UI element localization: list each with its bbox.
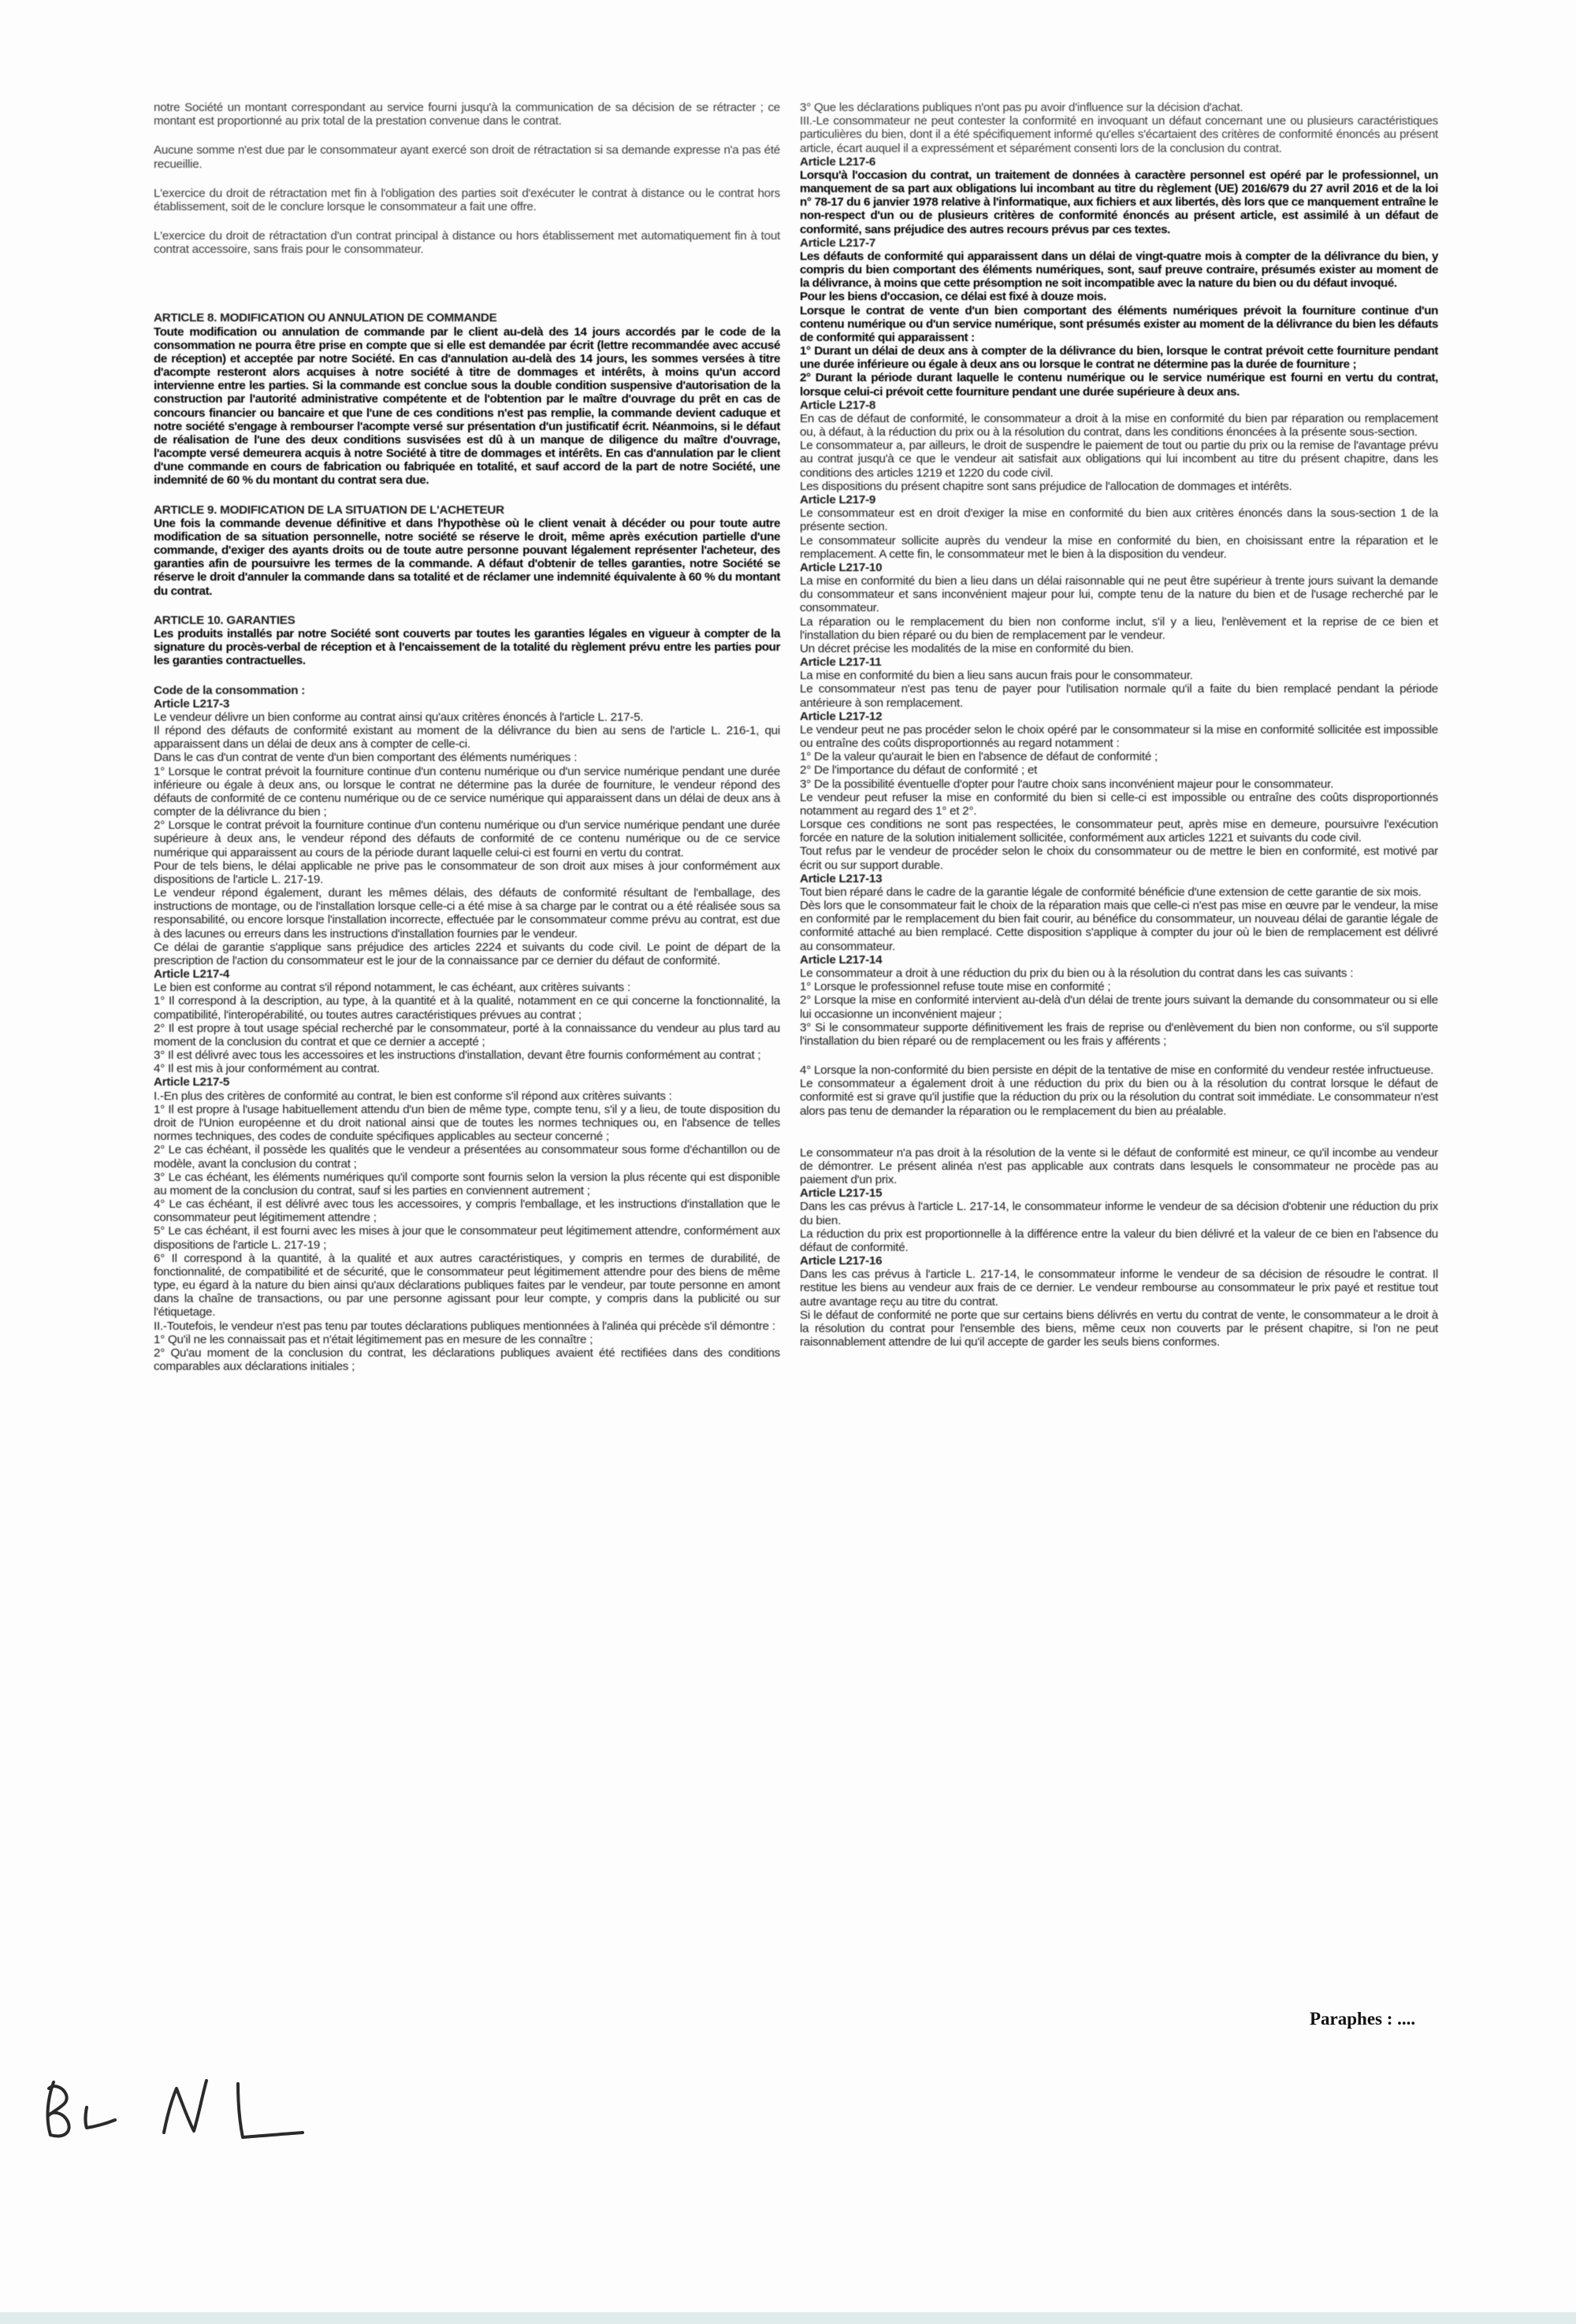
paragraph: 2° De l'importance du défaut de conformité ; et <box>800 763 1038 778</box>
paragraph: Le vendeur peut ne pas procéder selon le choix opéré par le consommateur si la mise en conformité sollicitée est impossible ou entraîne des coûts disproportionnés au regard notamment : <box>800 722 1438 751</box>
article-heading: Article L217-8 <box>800 398 876 412</box>
paragraph: 3° Il est délivré avec tous les accessoires et les instructions d'installation, devant être fournis conformément au contrat ; <box>154 1049 761 1063</box>
paragraph: 1° Lorsque le professionnel refuse toute mise en conformité ; <box>800 980 1111 994</box>
paragraph: 4° Le cas échéant, il est délivré avec tous les accessoires, y compris l'emballage, et les instructions d'installation que le consommateur peut légitimement attendre ; <box>154 1197 780 1225</box>
paragraph: Pour de tels biens, le délai applicable ne prive pas le consommateur de son droit aux mises à jour conformément aux dispositions de l'article L. 217-19. <box>154 859 780 886</box>
paragraph: La mise en conformité du bien a lieu sans aucun frais pour le consommateur. <box>800 669 1193 683</box>
paragraph: L'exercice du droit de rétractation d'un contrat principal à distance ou hors établissement met automatiquement fin à tout contrat accessoire, sans frais pour le consommateur. <box>154 229 780 257</box>
spacer <box>154 256 780 311</box>
paragraph: Le bien est conforme au contrat s'il répond notamment, le cas échéant, aux critères suivants : <box>154 981 630 995</box>
spacer <box>800 1118 1438 1146</box>
paragraph: 1° Il correspond à la description, au type, à la quantité et à la qualité, notamment en ce qui concerne la fonctionnalité, la compatibilité, l'interopérabilité, ou toutes autres caractéristiques prévues au contrat ; <box>154 994 780 1022</box>
paragraph: Lorsque le contrat de vente d'un bien comportant des éléments numériques prévoit la fourniture continue d'un contenu numérique ou d'un service numérique, sont présumés exister au moment de la délivrance du bien les défauts de conformité qui apparaissent : <box>800 303 1438 344</box>
paragraph: Lorsque ces conditions ne sont pas respectées, le consommateur peut, après mise en demeure, poursuivre l'exécution forcée en nature de la solution initialement sollicitée, conformément aux articles 1221 et suivants du code civil. <box>800 818 1438 845</box>
handwritten-initials <box>32 2060 315 2155</box>
paragraph: Le consommateur sollicite auprès du vendeur la mise en conformité du bien, en choisissant entre la réparation et le remplacement. A cette fin, le consommateur met le bien à la disposition du vendeur. <box>800 533 1438 561</box>
paragraph: 2° Le cas échéant, il possède les qualités que le vendeur a présentées au consommateur sous forme d'échantillon ou de modèle, avant la conclusion du contrat ; <box>154 1143 780 1171</box>
paragraph: Tout refus par le vendeur de procéder selon le choix du consommateur ou de mettre le bien en conformité, est motivé par écrit ou sur support durable. <box>800 845 1438 872</box>
paragraph: Lorsqu'à l'occasion du contrat, un traitement de données à caractère personnel est opéré par le professionnel, un manquement de sa part aux obligations lui incombant au titre du règlement (UE) 2016/679 du 27 avril 2016 et de la loi n° 78-17 du 6 janvier 1978 relative à l'informatique, aux fichiers et aux libertés, dès lors que ce manquement entraîne le non-respect d'un ou de plusieurs critères de conformité énoncés au présent article, est assimilé à un défaut de conformité, sans préjudice des autres recours prévus par ces textes. <box>800 168 1438 236</box>
article-heading: Article L217-4 <box>154 967 230 982</box>
paragraph: Tout bien réparé dans le cadre de la garantie légale de conformité bénéficie d'une extension de cette garantie de six mois. <box>800 885 1422 899</box>
paragraph: Une fois la commande devenue définitive et dans l'hypothèse où le client venait à décéder ou pour toute autre modification de sa situation personnelle, notre société se réserve le droit, même après exécution partielle d'une commande, d'exiger des ayants droits ou de toute autre personne pouvant légalement représenter l'acheteur, des garanties afin de poursuivre les termes de la commande. A défaut d'obtenir de telles garanties, notre Société se réserve le droit d'annuler la commande dans sa totalité et de réclamer une indemnité équivalente à 60 % du montant du contrat. <box>154 516 780 598</box>
paragraph: 2° Qu'au moment de la conclusion du contrat, les déclarations publiques avaient été rectifiées dans des conditions comparables aux déclarations initiales ; <box>154 1346 780 1374</box>
paragraph: 3° Si le consommateur supporte définitivement les frais de reprise ou d'enlèvement du bien non conforme, ou s'il supporte l'installation du bien réparé ou de remplacement ou les frais y afférents ; <box>800 1020 1438 1048</box>
paragraph: Les produits installés par notre Société sont couverts par toutes les garanties légales en vigueur à compter de la signature du procès-verbal de réception et à l'encaissement de la totalité du règlement prévu entre les parties pour les garanties contractuelles. <box>154 626 780 668</box>
article-heading: Article L217-11 <box>800 655 882 670</box>
paragraph: 1° Durant un délai de deux ans à compter de la délivrance du bien, lorsque le contrat prévoit cette fourniture pendant une durée inférieure ou égale à deux ans ou lorsque le contrat ne détermine pas la durée de fourniture ; <box>800 344 1438 372</box>
paragraph: 3° Le cas échéant, les éléments numériques qu'il comporte sont fournis selon la version la plus récente qui est disponible au moment de la conclusion du contrat, sauf si les parties en conviennent autrement ; <box>154 1170 780 1197</box>
spacer <box>154 488 780 503</box>
paragraph: La mise en conformité du bien a lieu dans un délai raisonnable qui ne peut être supérieur à trente jours suivant la demande du consommateur et sans inconvénient majeur pour lui, compte tenu de la nature du bien et de l'usage recherché par le consommateur. <box>800 574 1438 615</box>
article-heading: Article L217-9 <box>800 492 876 507</box>
right-column <box>800 101 1438 1349</box>
paragraph: Le consommateur a également droit à une réduction du prix du bien ou à la résolution du contrat lorsque le défaut de conformité est si grave qu'il justifie que la réduction du prix ou la résolution du contrat soit immédiate. Le consommateur n'est alors pas tenu de demander la réparation ou le remplacement du bien au préalable. <box>800 1077 1438 1118</box>
scan-edge <box>0 2312 1576 2324</box>
article-heading: Article L217-6 <box>800 154 876 169</box>
paragraph: 1° De la valeur qu'aurait le bien en l'absence de défaut de conformité ; <box>800 750 1158 764</box>
paragraph: Les dispositions du présent chapitre sont sans préjudice de l'allocation de dommages et intérêts. <box>800 479 1292 493</box>
paragraph: 6° Il correspond à la quantité, à la qualité et aux autres caractéristiques, y compris en termes de durabilité, de fonctionnalité, de compatibilité et de sécurité, que le consommateur peut légitimement attendre pour des biens de même type, eu égard à la nature du bien ainsi qu'aux déclarations publiques faites par le vendeur, par toute personne en amont dans la chaîne de transactions, ou par une personne agissant pour leur compte, y compris dans la publicité ou sur l'étiquetage. <box>154 1251 780 1320</box>
article-heading: Article L217-10 <box>800 560 883 574</box>
article-heading: Article L217-13 <box>800 871 883 885</box>
paraphes-label: Paraphes : .... <box>1310 2009 1416 2029</box>
paragraph: Le consommateur a, par ailleurs, le droit de suspendre le paiement de tout ou partie du prix ou la remise de l'avantage prévu au contrat jusqu'à ce que le vendeur ait satisfait aux obligations qui lui incombent au titre du présent chapitre, dans les conditions des articles 1219 et 1220 du code civil. <box>800 439 1438 480</box>
paragraph: L'exercice du droit de rétractation met fin à l'obligation des parties soit d'exécuter le contrat à distance ou le contrat hors établissement, soit de le conclure lorsque le consommateur a fait une offre. <box>154 186 780 213</box>
paragraph: Si le défaut de conformité ne porte que sur certains biens délivrés en vertu du contrat de vente, le consommateur a le droit à la résolution du contrat pour l'ensemble des biens, même ceux non couverts par le présent chapitre, si l'on ne peut raisonnablement attendre de lui qu'il accepte de garder les seuls biens conformes. <box>800 1308 1438 1349</box>
spacer <box>800 1048 1438 1064</box>
paragraph: 1° Qu'il ne les connaissait pas et n'était légitimement pas en mesure de les connaître ; <box>154 1332 593 1346</box>
paragraph: La réparation ou le remplacement du bien non conforme inclut, s'il y a lieu, l'enlèvement et la reprise de ce bien et l'installation du bien réparé ou du bien de remplacement par le vendeur. <box>800 614 1438 642</box>
paragraph: Aucune somme n'est due par le consommateur ayant exercé son droit de rétractation si sa demande expresse n'a pas été recueillie. <box>154 143 780 171</box>
spacer <box>154 668 780 684</box>
paragraph: II.-Toutefois, le vendeur n'est pas tenu par toutes déclarations publiques mentionnées à l'alinéa qui précède s'il démontre : <box>154 1319 775 1333</box>
paragraph: 2° Il est propre à tout usage spécial recherché par le consommateur, porté à la connaissance du vendeur au plus tard au moment de la conclusion du contrat et que ce dernier a accepté ; <box>154 1021 780 1049</box>
paragraph: Le consommateur n'est pas tenu de payer pour l'utilisation normale qu'il a faite du bien remplacé pendant la période antérieure à son remplacement. <box>800 682 1438 710</box>
paragraph: 5° Le cas échéant, il est fourni avec les mises à jour que le consommateur peut légitimement attendre, conformément aux dispositions de l'article L. 217-19 ; <box>154 1224 780 1252</box>
article-heading: Article L217-15 <box>800 1186 883 1201</box>
paragraph: notre Société un montant correspondant au service fourni jusqu'à la communication de sa décision de se rétracter ; ce montant est proportionné au prix total de la prestation convenue dans le contrat. <box>154 101 780 128</box>
paragraph: Dans les cas prévus à l'article L. 217-14, le consommateur informe le vendeur de sa décision d'obtenir une réduction du prix du bien. <box>800 1200 1438 1227</box>
paragraph: Il répond des défauts de conformité existant au moment de la délivrance du bien au sens de l'article L. 216-1, qui apparaissent dans un délai de deux ans à compter de celle-ci. <box>154 724 780 752</box>
paragraph: Le consommateur est en droit d'exiger la mise en conformité du bien aux critères énoncés dans la sous-section 1 de la présente section. <box>800 507 1438 534</box>
spacer <box>154 171 780 187</box>
paragraph: 3° Que les déclarations publiques n'ont pas pu avoir d'influence sur la décision d'achat. <box>800 101 1243 114</box>
paragraph: Le consommateur n'a pas droit à la résolution de la vente si le défaut de conformité est mineur, ce qu'il incombe au vendeur de démontrer. Le présent alinéa n'est pas applicable aux contrats dans lesquels le consommateur ne procède pas au paiement d'un prix. <box>800 1145 1438 1187</box>
paragraph: 4° Lorsque la non-conformité du bien persiste en dépit de la tentative de mise en conformité du vendeur restée infructueuse. <box>800 1064 1434 1078</box>
article-heading: ARTICLE 9. MODIFICATION DE LA SITUATION DE L'ACHETEUR <box>154 503 504 517</box>
paragraph: Le consommateur a droit à une réduction du prix du bien ou à la résolution du contrat dans les cas suivants : <box>800 967 1354 980</box>
article-heading: Code de la consommation : <box>154 683 306 697</box>
article-heading: ARTICLE 8. MODIFICATION OU ANNULATION DE COMMANDE <box>154 311 497 325</box>
spacer <box>154 128 780 143</box>
paragraph: 2° Lorsque la mise en conformité intervient au-delà d'un délai de trente jours suivant la demande du consommateur ou si elle lui occasionne un inconvénient majeur ; <box>800 993 1438 1021</box>
left-column <box>154 101 780 1373</box>
paragraph: Pour les biens d'occasion, ce délai est fixé à douze mois. <box>800 290 1106 304</box>
paragraph: Le vendeur délivre un bien conforme au contrat ainsi qu'aux critères énoncés à l'article L. 217-5. <box>154 710 644 724</box>
paragraph: III.-Le consommateur ne peut contester la conformité en invoquant un défaut concernant une ou plusieurs caractéristiques particulières du bien, dont il a été spécifiquement informé qu'elles s'écartaient des critères de conformité énoncés au présent article, écart auquel il a expressément et séparément consenti lors de la conclusion du contrat. <box>800 114 1438 155</box>
spacer <box>154 598 780 614</box>
paragraph: En cas de défaut de conformité, le consommateur a droit à la mise en conformité du bien par réparation ou remplacement ou, à défaut, à la réduction du prix ou à la résolution du contrat, dans les conditions énoncées à la présente sous-section. <box>800 411 1438 440</box>
spacer <box>154 213 780 229</box>
article-heading: ARTICLE 10. GARANTIES <box>154 613 296 627</box>
paragraph: 3° De la possibilité éventuelle d'opter pour l'autre choix sans inconvénient majeur pour le consommateur. <box>800 777 1334 791</box>
article-heading: Article L217-3 <box>154 696 230 711</box>
paragraph: Les défauts de conformité qui apparaissent dans un délai de vingt-quatre mois à compter de la délivrance du bien, y compris du bien comportant des éléments numériques, sont, sauf preuve contraire, présumés exister au moment de la délivrance, à moins que cette présomption ne soit incompatible avec la nature du bien ou du défaut invoqué. <box>800 249 1438 291</box>
article-heading: Article L217-12 <box>800 709 883 723</box>
paragraph: Toute modification ou annulation de commande par le client au-delà des 14 jours accordés par le code de la consommation ne pourra être prise en compte que si elle est demandée par écrit (lettre recommandée avec accusé de réception) et acceptée par notre Société. En cas d'annulation au-delà des 14 jours, les sommes versées à titre d'acompte resteront alors acquises à notre société à titre de dommages et intérêts, à moins qu'un accord intervienne entre les parties. Si la commande est conclue sous la double condition suspensive d'autorisation de la construction par l'autorité administrative compétente et de l'obtention par le maître d'ouvrage du prêt en cas de concours financier ou bancaire et que l'une de ces conditions n'est pas remplie, la commande devient caduque et notre société s'engage à rembourser l'acompte versé sur présentation d'un justificatif écrit. Néanmoins, si le défaut de réalisation de l'une des deux conditions susvisées est dû à un manque de diligence du maître d'ouvrage, l'acompte versé demeurera acquis à notre Société à titre de dommages et intérêts. En cas d'annulation par le client d'une commande en cours de fabrication ou fabriquée en totalité, et sauf accord de la part de notre Société, une indemnité de 60 % du montant du contrat sera due. <box>154 325 780 488</box>
paragraph: Dès lors que le consommateur fait le choix de la réparation mais que celle-ci n'est pas mise en œuvre par le vendeur, la mise en conformité par le remplacement du bien fait courir, au bénéfice du consommateur, un nouveau délai de garantie légale de conformité attaché au bien remplacé. Cette disposition s'applique à compter du jour où le bien de remplacement est délivré au consommateur. <box>800 899 1438 953</box>
article-heading: Article L217-16 <box>800 1254 883 1268</box>
paragraph: Le vendeur peut refuser la mise en conformité du bien si celle-ci est impossible ou entraîne des coûts disproportionnés notamment au regard des 1° et 2°. <box>800 790 1438 818</box>
article-heading: Article L217-7 <box>800 236 876 250</box>
paragraph: I.-En plus des critères de conformité au contrat, le bien est conforme s'il répond aux critères suivants : <box>154 1089 672 1103</box>
paragraph: 1° Lorsque le contrat prévoit la fourniture continue d'un contenu numérique ou d'un service numérique pendant une durée inférieure ou égale à deux ans, ou lorsque le contrat ne détermine pas la durée de fourniture, le vendeur répond des défauts de conformité de ce contenu numérique ou de ce service numérique qui apparaissent dans un délai de deux ans à compter de la délivrance du bien ; <box>154 764 780 819</box>
paragraph: 1° Il est propre à l'usage habituellement attendu d'un bien de même type, compte tenu, s'il y a lieu, de toute disposition du droit de l'Union européenne et du droit national ainsi que de toutes les normes techniques ou, en l'absence de telles normes techniques, des codes de conduite spécifiques applicables au secteur concerné ; <box>154 1102 780 1144</box>
paragraph: Ce délai de garantie s'applique sans préjudice des articles 2224 et suivants du code civil. Le point de départ de la prescription de l'action du consommateur est le jour de la connaissance par ce dernier du défaut de conformité. <box>154 940 780 967</box>
paragraph: Le vendeur répond également, durant les mêmes délais, des défauts de conformité résultant de l'emballage, des instructions de montage, ou de l'installation lorsque celle-ci a été mise à sa charge par le contrat ou a été réalisée sous sa responsabilité, ou encore lorsque l'installation incorrecte, effectuée par le consommateur comme prévu au contrat, est due à des lacunes ou erreurs dans les instructions d'installation fournies par le vendeur. <box>154 886 780 941</box>
paragraph: Dans les cas prévus à l'article L. 217-14, le consommateur informe le vendeur de sa décision de résoudre le contrat. Il restitue les biens au vendeur aux frais de ce dernier. Le vendeur rembourse au consommateur le prix payé et restitue tout autre avantage reçu au titre du contrat. <box>800 1268 1438 1309</box>
paragraph: 4° Il est mis à jour conformément au contrat. <box>154 1062 380 1076</box>
paragraph: La réduction du prix est proportionnelle à la différence entre la valeur du bien délivré et la valeur de ce bien en l'absence du défaut de conformité. <box>800 1227 1438 1254</box>
paragraph: Un décret précise les modalités de la mise en conformité du bien. <box>800 641 1134 655</box>
paragraph: Dans le cas d'un contrat de vente d'un bien comportant des éléments numériques : <box>154 751 578 765</box>
article-heading: Article L217-14 <box>800 952 883 967</box>
article-heading: Article L217-5 <box>154 1075 230 1090</box>
paragraph: 2° Lorsque le contrat prévoit la fourniture continue d'un contenu numérique ou d'un service numérique pendant une durée supérieure à deux ans, le vendeur répond des défauts de conformité de ce contenu numérique ou de ce service numérique qui apparaissent au cours de la période durant laquelle celui-ci est fourni en vertu du contrat. <box>154 819 780 859</box>
paragraph: 2° Durant la période durant laquelle le contenu numérique ou le service numérique est fourni en vertu du contrat, lorsque celui-ci prévoit cette fourniture pendant une durée supérieure à deux ans. <box>800 371 1438 399</box>
